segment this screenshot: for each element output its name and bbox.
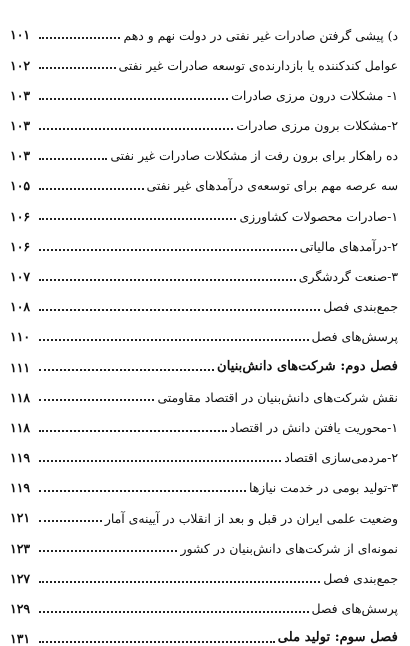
toc-page-number: ۱۰۳: [10, 148, 31, 164]
toc-entry-title: ۲-مشکلات برون مرزی صادرات: [236, 118, 398, 134]
dot-leader: [39, 581, 320, 583]
toc-page-number: ۱۰۷: [10, 268, 31, 284]
dot-leader: [39, 158, 107, 160]
dot-leader: [39, 98, 228, 100]
toc-chapter-title: فصل سوم: تولید ملی: [277, 630, 398, 646]
dot-leader: [39, 218, 236, 220]
toc-page-number: ۱۱۹: [10, 480, 31, 496]
toc-entry-title: وضعیت علمی ایران در قبل و بعد از انقلاب در آیینه‌ی آمار: [104, 510, 398, 526]
dot-leader: [39, 369, 214, 371]
toc-page-number: ۱۰۳: [10, 118, 31, 133]
toc-page-number: ۱۲۱: [10, 510, 31, 526]
toc-entry-title: ۲-درآمدهای مالیاتی: [299, 238, 398, 254]
toc-page-number: ۱۲۳: [10, 540, 31, 556]
dot-leader: [39, 399, 154, 401]
dot-leader: [39, 520, 102, 522]
toc-entry-row[interactable]: [10, 254, 398, 284]
toc-entry-row[interactable]: [10, 404, 398, 434]
dot-leader: [39, 490, 246, 492]
toc-page-number: ۱۰۱: [10, 27, 31, 43]
toc-entry-title: ۳-تولید بومی در خدمت نیازها: [248, 480, 398, 496]
toc-entry-row[interactable]: [10, 435, 398, 465]
toc-entry-row[interactable]: [10, 314, 398, 344]
toc-entry-row[interactable]: [10, 133, 398, 163]
toc-page-number: ۱۱۹: [10, 450, 31, 466]
toc-entry-row[interactable]: [10, 284, 398, 314]
toc-entry-row[interactable]: [10, 12, 398, 42]
dot-leader: [39, 339, 309, 341]
toc-entry-title: ده راهکار برای برون رفت از مشکلات صادرات غیر نفتی: [110, 148, 398, 164]
dot-leader: [39, 128, 233, 130]
toc-entry-title: ۱-صادرات محصولات کشاورزی: [239, 208, 398, 224]
toc-entry-title: جمع‌بندی فصل: [323, 570, 398, 586]
toc-entry-row[interactable]: [10, 525, 398, 555]
toc-page-number: ۱۰۶: [10, 238, 31, 254]
toc-entry-row[interactable]: [10, 72, 398, 102]
toc-page-number: ۱۱۸: [10, 389, 31, 405]
toc-page-number: ۱۱۱: [10, 359, 31, 375]
dot-leader: [39, 309, 320, 311]
toc-page-number: ۱۰۳: [10, 87, 31, 103]
toc-page-number: ۱۰۵: [10, 178, 31, 194]
toc-entry-title: ۱-محوریت یافتن دانش در اقتصاد: [229, 419, 398, 435]
toc-page-number: ۱۰۸: [10, 299, 31, 315]
toc-chapter-title: فصل دوم: شرکت‌های دانش‌بنیان: [217, 358, 398, 374]
toc-entry-row[interactable]: [10, 555, 398, 585]
toc-entry-title: پرسش‌های فصل: [311, 329, 398, 345]
dot-leader: [39, 460, 281, 462]
dot-leader: [39, 550, 177, 552]
dot-leader: [39, 430, 227, 432]
toc-entry-row[interactable]: [10, 465, 398, 495]
toc-page-number: ۱۰۶: [10, 208, 31, 224]
toc-page-number: ۱۲۷: [10, 570, 31, 586]
toc-entry-row[interactable]: [10, 163, 398, 193]
toc-page-number: ۱۱۰: [10, 329, 31, 345]
toc-entry-row[interactable]: [10, 495, 398, 525]
toc-entry-row[interactable]: [10, 586, 398, 616]
toc-entry-title: ۲-مردمی‌سازی اقتصاد: [284, 450, 398, 466]
toc-entry-row[interactable]: [10, 223, 398, 253]
dot-leader: [39, 249, 297, 251]
toc-entry-title: ۳-صنعت گردشگری: [298, 269, 398, 285]
dot-leader: [39, 279, 296, 281]
dot-leader: [39, 188, 144, 190]
toc-page-number: ۱۲۹: [10, 601, 31, 616]
toc-entry-title: پرسش‌های فصل: [311, 601, 398, 617]
toc-entry-row[interactable]: [10, 193, 398, 223]
dot-leader: [39, 611, 309, 613]
toc-entry-title: ۱- مشکلات درون مرزی صادرات: [231, 87, 398, 103]
toc-entry-title: سه عرصه مهم برای توسعه‌ی درآمدهای غیر نفتی: [146, 178, 398, 194]
toc-entry-title: نمونه‌ای از شرکت‌های دانش‌بنیان در کشور: [180, 540, 398, 556]
toc-chapter-row[interactable]: [10, 616, 398, 646]
dot-leader: [39, 37, 120, 39]
toc-page-number: ۱۰۲: [10, 57, 31, 73]
toc-entry-title: د) پیشی گرفتن صادرات غیر نفتی در دولت نهم و دهم: [123, 27, 398, 43]
toc-entry-row[interactable]: [10, 103, 398, 133]
toc-entry-title: جمع‌بندی فصل: [323, 299, 398, 315]
toc-entry-title: نقش شرکت‌های دانش‌بنیان در اقتصاد مقاومتی: [157, 389, 398, 405]
toc-chapter-row[interactable]: [10, 344, 398, 374]
toc-page-number: ۱۱۸: [10, 419, 31, 435]
toc-entry-row[interactable]: [10, 374, 398, 404]
dot-leader: [39, 641, 275, 643]
dot-leader: [39, 67, 116, 69]
toc-entry-title: عوامل کندکننده یا بازدارنده‌ی توسعه صادرات غیر نفتی: [118, 57, 398, 73]
toc-page-number: ۱۳۱: [10, 631, 31, 646]
toc-entry-row[interactable]: [10, 42, 398, 72]
